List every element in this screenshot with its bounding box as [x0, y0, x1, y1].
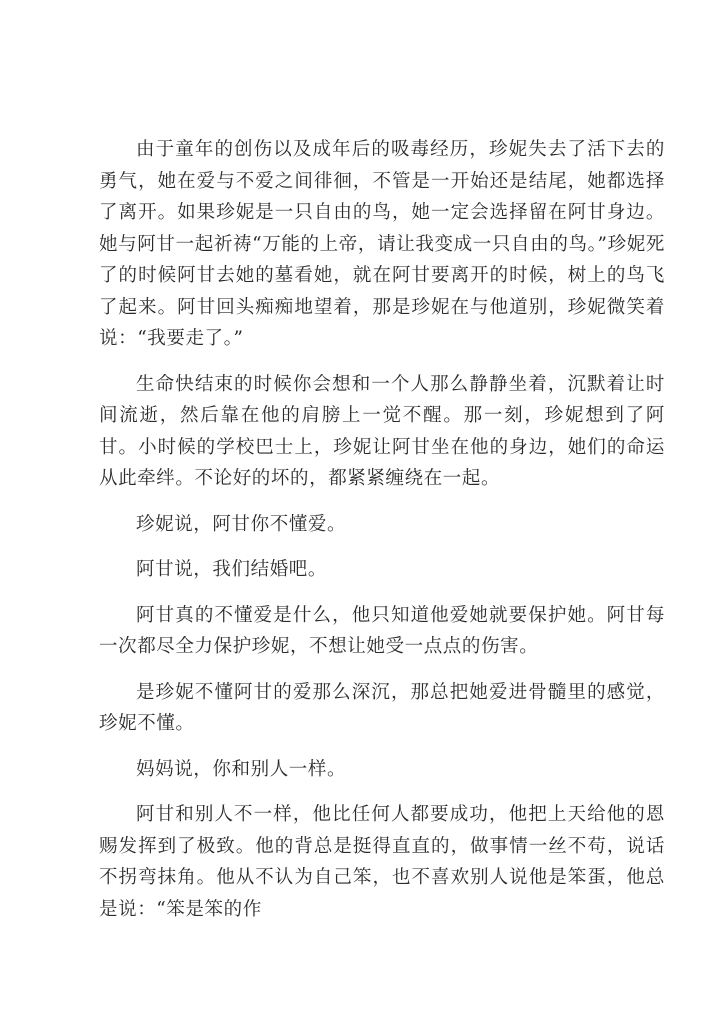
paragraph-1: 由于童年的创伤以及成年后的吸毒经历，珍妮失去了活下去的勇气，她在爱与不爱之间徘徊，不管是一开始还是结尾，她都选择了离开。如果珍妮是一只自由的鸟，她一定会选择留在阿甘身边。她与阿甘一起祈祷“万能的上帝，请让我变成一只自由的鸟。”珍妮死了的时候阿甘去她的墓看她，就在阿甘要离开的时候，树上的鸟飞了起来。阿甘回头痴痴地望着，那是珍妮在与他道别，珍妮微笑着说：“我要走了。” [99, 139, 665, 349]
paragraph-7: 妈妈说，你和别人一样。 [136, 758, 347, 780]
paragraph-6: 是珍妮不懂阿甘的爱那么深沉，那总把她爱进骨髓里的感觉，珍妮不懂。 [99, 681, 665, 734]
paragraph-3: 珍妮说，阿甘你不懂爱。 [136, 513, 347, 535]
paragraph-2: 生命快结束的时候你会想和一个人那么静静坐着，沉默着让时间流逝，然后靠在他的肩膀上一觉不醒。那一刻，珍妮想到了阿甘。小时候的学校巴士上，珍妮让阿甘坐在他的身边，她们的命运从此牵绊。不论好的坏的，都紧紧缠绕在一起。 [99, 373, 665, 489]
paragraph-8: 阿甘和别人不一样，他比任何人都要成功，他把上天给他的恩赐发挥到了极致。他的背总是挺得直直的，做事情一丝不苟，说话不拐弯抹角。他从不认为自己笨，也不喜欢别人说他是笨蛋，他总是说：“笨是笨的作 [99, 804, 665, 920]
document-body [99, 134, 665, 939]
paragraph-4: 阿甘说，我们结婚吧。 [136, 559, 328, 580]
paragraph-5: 阿甘真的不懂爱是什么，他只知道他爱她就要保护她。阿甘每一次都尽全力保护珍妮，不想让她受一点点的伤害。 [99, 604, 665, 657]
